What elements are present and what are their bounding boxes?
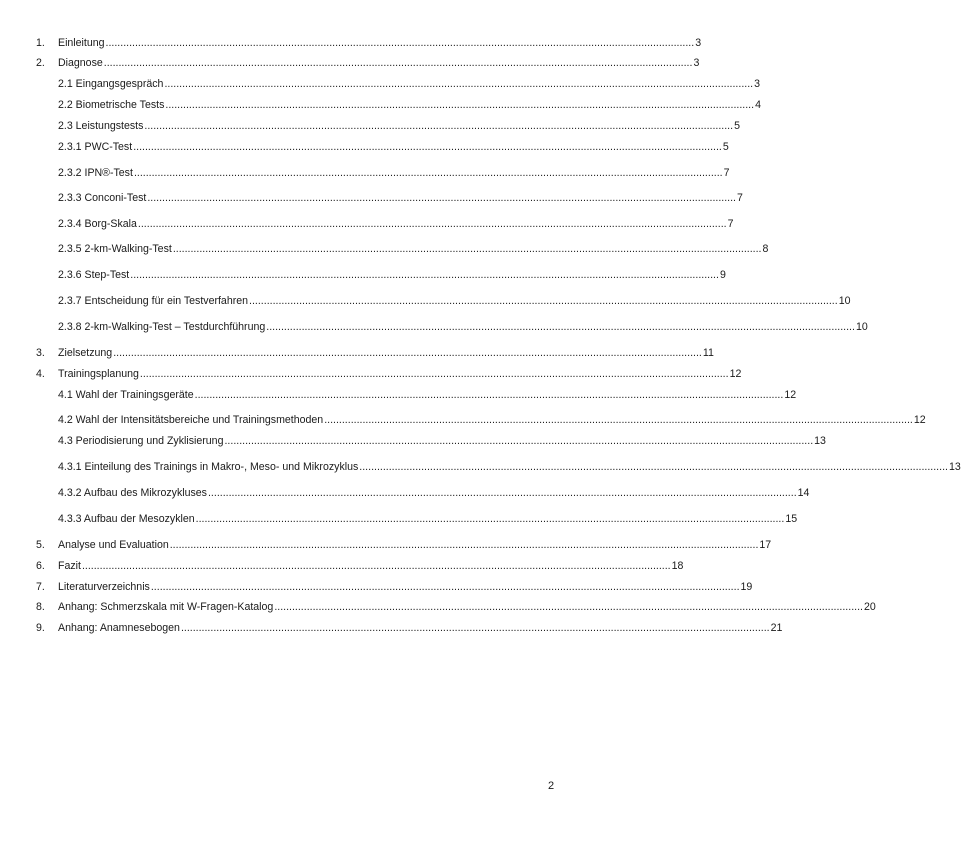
toc-entry-number: 9. [36,622,45,634]
toc-entry-page: 5 [722,141,729,153]
toc-entry-number: 3. [36,347,45,359]
toc-entry-title: Literaturverzeichnis [58,581,150,593]
toc-entry-page: 4 [755,99,761,111]
toc-entry-page: 7 [737,192,743,204]
toc-dot-leader: ........................................................................................................................................................................................................ [103,57,693,69]
toc-entry-page: 7 [727,218,734,230]
toc-entry-page: 18 [671,560,684,572]
toc-dot-leader: ........................................................................................................................................................................................................ [133,141,722,153]
toc-dot-leader: ........................................................................................................................................................................................................ [195,513,785,525]
toc-entry-title: Einleitung [58,37,105,49]
toc-dot-leader: ........................................................................................................................................................................................................ [137,218,727,230]
toc-dot-leader: ........................................................................................................................................................................................................ [150,581,740,593]
toc-entry-title: Anhang: Anamnesebogen [58,622,180,634]
toc-entry-page: 12 [784,389,797,401]
toc-entry-page: 21 [770,622,783,634]
toc-entry-page: 19 [740,581,753,593]
toc-dot-leader: ........................................................................................................................................................................................................ [224,435,814,447]
toc-entry-title: 4.2 Wahl der Intensitätsbereiche und Trainingsmethoden [58,414,324,426]
toc-dot-leader: ........................................................................................................................................................................................................ [172,243,762,255]
toc-entry-title: 4.3.3 Aufbau der Mesozyklen [58,513,195,525]
toc-entry-page: 15 [785,513,798,525]
toc-entry-title: Analyse und Evaluation [58,539,169,551]
toc-dot-leader: ........................................................................................................................................................................................................ [147,192,737,204]
toc-entry-number: 2. [36,57,45,69]
toc-entry-title: 2.3.8 2-km-Walking-Test – Testdurchführung [58,321,266,333]
toc-dot-leader: ........................................................................................................................................................................................................ [105,37,695,49]
toc-dot-leader: ........................................................................................................................................................................................................ [194,389,784,401]
toc-entry-title: 2.2 Biometrische Tests [58,99,165,111]
toc-dot-leader: ........................................................................................................................................................................................................ [133,167,723,179]
toc-dot-leader: ........................................................................................................................................................................................................ [139,368,729,380]
toc-entry-page: 10 [838,295,851,307]
toc-dot-leader: ........................................................................................................................................................................................................ [274,601,863,613]
toc-entry-page: 9 [719,269,726,281]
toc-entry-title: 4.3.2 Aufbau des Mikrozykluses [58,487,207,499]
toc-dot-leader: ........................................................................................................................................................................................................ [164,78,754,90]
toc-entry-page: 11 [702,347,714,359]
toc-dot-leader: ........................................................................................................................................................................................................ [113,347,702,359]
toc-entry-title: 2.1 Eingangsgespräch [58,78,164,90]
toc-dot-leader: ........................................................................................................................................................................................................ [207,487,797,499]
toc-entry-title: 4.3.1 Einteilung des Trainings in Makro-, Meso- und Mikrozyklus [58,461,359,473]
toc-entry-title: 2.3.3 Conconi-Test [58,192,147,204]
toc-entry-title: Anhang: Schmerzskala mit W-Fragen-Katalog [58,601,274,613]
toc-entry-number: 7. [36,581,45,593]
toc-entry-page: 17 [759,539,772,551]
toc-entry-page: 12 [729,368,742,380]
toc-entry-number: 4. [36,368,45,380]
toc-entry-page: 12 [913,414,926,426]
toc-entry-number: 8. [36,601,45,613]
toc-entry-title: 2.3.7 Entscheidung für ein Testverfahren [58,295,249,307]
toc-dot-leader: ........................................................................................................................................................................................................ [359,461,948,473]
toc-entry-page: 10 [855,321,868,333]
toc-dot-leader: ........................................................................................................................................................................................................ [266,321,855,333]
toc-dot-leader: ........................................................................................................................................................................................................ [130,269,719,281]
toc-entry-number: 6. [36,560,45,572]
toc-dot-leader: ........................................................................................................................................................................................................ [81,560,671,572]
toc-entry-page: 13 [948,461,961,473]
toc-entry-number: 1. [36,37,45,49]
toc-entry-page: 3 [695,37,702,49]
toc-entry-title: 2.3.4 Borg-Skala [58,218,137,230]
page-number: 2 [548,780,555,792]
toc-entry-title: Diagnose [58,57,103,69]
toc-entry-page: 14 [797,487,810,499]
toc-entry-title: 2.3.2 IPN®-Test [58,167,133,179]
toc-entry-page: 13 [814,435,826,447]
toc-entry-title: Trainingsplanung [58,368,139,380]
toc-entry-title: 4.3 Periodisierung und Zyklisierung [58,435,224,447]
toc-entry-page: 3 [754,78,761,90]
toc-entry-title: Fazit [58,560,81,572]
toc-entry-page: 8 [762,243,769,255]
toc-entry-title: 2.3.5 2-km-Walking-Test [58,243,172,255]
toc-dot-leader: ........................................................................................................................................................................................................ [324,414,913,426]
toc-entry-page: 20 [863,601,876,613]
toc-entry-page: 7 [723,167,730,179]
toc-entry-page: 3 [693,57,700,69]
toc-entry-page: 5 [734,120,740,132]
toc-dot-leader: ........................................................................................................................................................................................................ [169,539,759,551]
toc-dot-leader: ........................................................................................................................................................................................................ [144,120,734,132]
toc-entry-title: 2.3 Leistungstests [58,120,144,132]
toc-entry-title: Zielsetzung [58,347,113,359]
toc-dot-leader: ........................................................................................................................................................................................................ [180,622,770,634]
toc-entry-title: 2.3.6 Step-Test [58,269,130,281]
toc-entry-number: 5. [36,539,45,551]
toc-dot-leader: ........................................................................................................................................................................................................ [165,99,755,111]
toc-entry-title: 2.3.1 PWC-Test [58,141,133,153]
toc-dot-leader: ........................................................................................................................................................................................................ [249,295,838,307]
toc-entry-title: 4.1 Wahl der Trainingsgeräte [58,389,194,401]
